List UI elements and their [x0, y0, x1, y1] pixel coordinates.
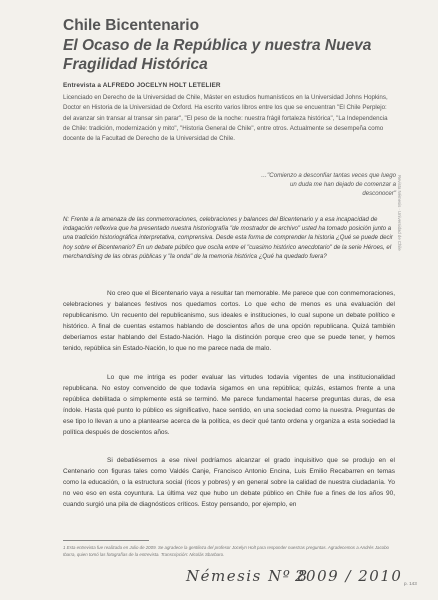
footnote-divider	[63, 540, 149, 541]
body-paragraph: Lo que me intriga es poder evaluar las virtudes todavía vigentes de una institucionalidad republicana. No estoy convencido de que todavía sigamos en una república; quizás, estamos frente a una república debilitada o simplemente está se terminó. Me parece fundamental hacerse preguntas duras, de esa índole. Hasta qué punto lo público es significativo, hace sentido, en una sociedad como la nuestra. Preguntas de ese tipo lo llevan a uno a plantearse acerca de la política, es decir qué tanto ordena y organiza a esta sociedad la política después de doscientos años.	[63, 374, 395, 436]
interview-question: N: Frente a la amenaza de las conmemoraciones, celebraciones y balances del Bicentenario y a esa incapacidad de indagación reflexiva que ha presentado nuestra historiografía "de mostrador de archivo" usted ha tomado posición junto a una tradición historiográfica interpretativa, comprensiva. Desde esta forma de comprender la historia ¿Qué se puede decir hoy sobre el Bicentenario? En un debate público que oscila entre el "cuasimo histórico anecdotario" de la serie Héroes, el merchandising de las obras públicas y "la onda" de la memoria histórica ¿Qué ha quedado fuera?	[63, 216, 393, 260]
interview-byline: Entrevista a ALFREDO JOCELYN HOLT LETELIER	[63, 82, 221, 89]
body-paragraph: Si debatiésemos a ese nivel podríamos alcanzar el grado inquisitivo que se produjo en el Centenario con figuras tales como Valdés Canje, Francisco Antonio Encina, Luis Emilio Recabarren en temas como la educación, o la estructura social (ricos y pobres) y en general sobre la calidad de nuestra ciudadanía. Yo no veo eso en esta coyuntura. La última vez que hubo un debate público en Chile fue a fines de los años 90, cuando surgió una pila de diagnósticos críticos. Estoy pensando, por ejemplo, en	[63, 457, 395, 508]
article-kicker: Chile Bicentenario	[63, 17, 200, 34]
author-bio: Licenciado en Derecho de la Universidad de Chile, Máster en estudios humanísticos en la Universidad Johns Hopkins, Doctor en Historia de la Universidad de Oxford. Ha escrito varios libros entre los que se encuentran "El Chile Perplejo: del avanzar sin transar al transar sin parar", "El peso de la noche: nuestra frágil fortaleza histórica", "La Independencia de Chile: tradición, modernización y mito", "Historia General de Chile", entre otros. Actualmente se desempeña como docente de la Facultad de Derecho de la Universidad de Chile.	[63, 94, 388, 143]
handwritten-journal-note: Némesis Nº 8	[186, 567, 309, 585]
epigraph-quote: …"Comienzo a desconfiar tantas veces que luego un duda me han dejado de comenzar a desconocer"	[261, 172, 396, 198]
handwritten-year-note: 2009 / 2010	[295, 567, 403, 585]
margin-stamp: Revista Némesis · Universidad de Chile	[397, 175, 402, 251]
page-number: p. 143	[404, 581, 417, 586]
body-paragraph: No creo que el Bicentenario vaya a resultar tan memorable. Me parece que con conmemoraciones, celebraciones y balances festivos nos quedamos cortos. Lo que echo de menos es una evaluación del republicanismo. Un recuento del republicanismo, sus ideales e instituciones, lo cual supone un debate político e histórico. A final de cuentas estamos hablando de doscientos años de una opción republicana. Quizá también deberíamos estar hablando del Estado-Nación. Hago la distinción porque creo que se puede tener, y hemos tenido, república sin Estado-Nación, lo que no me parece nada de malo.	[63, 290, 395, 352]
article-title: El Ocaso de la República y nuestra Nueva Fragilidad Histórica	[63, 37, 372, 73]
footnote: 1 Esta entrevista fue realizada en Julio de 2009. Se agradece la gentileza del profesor Jocelyn Holt para responder nuestras preguntas. Agradecemos a Andrés Jacobo Ibarra, quien tomó las fotografías de la entrevista. Transcripción: Nicolás Sbarbaro.	[63, 545, 389, 557]
